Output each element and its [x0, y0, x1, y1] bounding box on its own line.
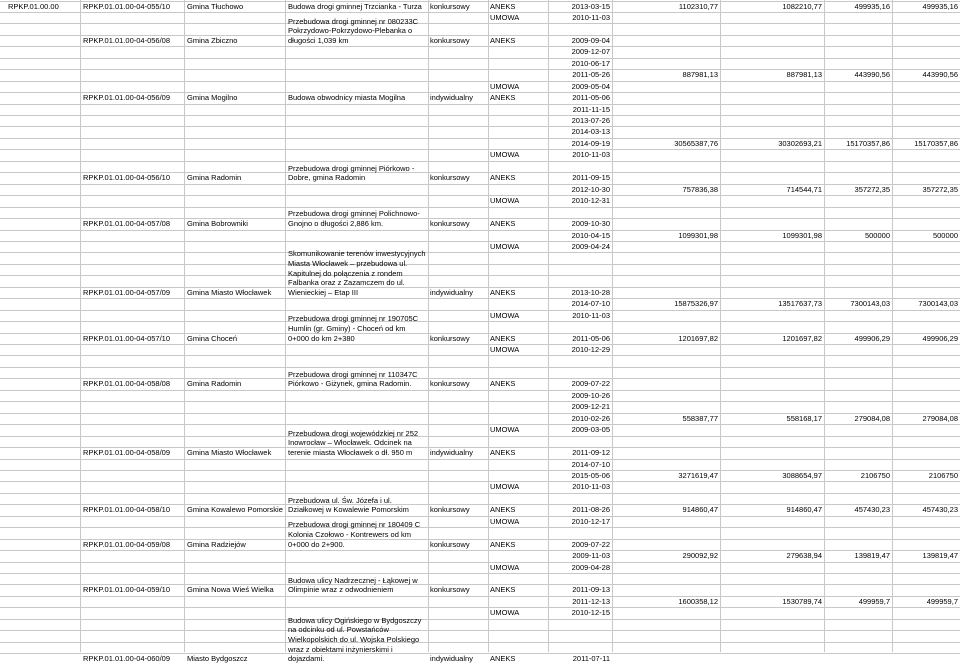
row-divider	[0, 58, 960, 59]
co-financing-value: 2106750	[860, 470, 890, 480]
contract-code: RPKP.01.01.00-04-058/09	[83, 448, 171, 458]
document-type: ANEKS	[490, 173, 516, 183]
eligible-value: 1530789,74	[782, 596, 822, 606]
document-date: 2009-12-21	[571, 402, 610, 412]
eligible-value: 30302693,21	[778, 138, 822, 148]
row-divider	[0, 619, 960, 620]
total-value: 1201697,82	[678, 333, 718, 343]
efrr-value: 457430,23	[922, 505, 958, 515]
efrr-value: 357272,35	[922, 184, 958, 194]
document-date: 2012-10-30	[571, 184, 610, 194]
column-divider	[184, 0, 185, 652]
eligible-value: 1099301,98	[782, 230, 822, 240]
row-divider	[0, 126, 960, 127]
total-value: 3271619,47	[678, 470, 718, 480]
eligible-value: 13517637,73	[778, 299, 822, 309]
document-date: 2010-11-03	[572, 150, 610, 160]
efrr-value: 139819,47	[922, 551, 958, 561]
document-date: 2010-06-17	[571, 58, 610, 68]
document-type: UMOWA	[490, 196, 520, 206]
row-divider	[0, 481, 960, 482]
record-id: RPKP.01.00.00	[8, 1, 59, 11]
document-date: 2010-04-15	[571, 230, 610, 240]
row-divider	[0, 642, 960, 643]
tender-mode: konkursowy	[430, 1, 470, 11]
document-date: 2009-03-05	[571, 425, 610, 435]
contract-code: RPKP.01.01.00-04-058/08	[83, 379, 171, 389]
document-type: UMOWA	[490, 562, 520, 572]
co-financing-value: 357272,35	[854, 184, 890, 194]
document-type: ANEKS	[490, 654, 516, 664]
beneficiary: Gmina Miasto Włocławek	[187, 448, 272, 458]
column-divider	[285, 0, 286, 652]
row-divider	[0, 424, 960, 425]
document-type: ANEKS	[490, 448, 516, 458]
beneficiary: Gmina Radomin	[187, 379, 242, 389]
document-date: 2011-05-06	[572, 93, 610, 103]
total-value: 15875326,97	[674, 299, 718, 309]
co-financing-value: 499906,29	[854, 333, 890, 343]
contract-code: RPKP.01.01.00-04-059/08	[83, 539, 171, 549]
document-date: 2009-12-07	[571, 47, 610, 57]
co-financing-value: 139819,47	[854, 551, 890, 561]
eligible-value: 1201697,82	[782, 333, 822, 343]
contract-code: RPKP.01.01.00-04-056/08	[83, 35, 171, 45]
document-date: 2010-11-03	[572, 310, 610, 320]
document-date: 2009-10-30	[571, 219, 610, 229]
document-type: UMOWA	[490, 425, 520, 435]
document-date: 2011-11-15	[572, 104, 610, 114]
document-date: 2009-07-22	[571, 379, 610, 389]
efrr-value: 499906,29	[922, 333, 958, 343]
document-date: 2011-05-06	[572, 333, 610, 343]
co-financing-value: 499935,16	[854, 1, 890, 11]
project-title: Przebudowa drogi gminnej Polichnowo-Gnojno o długości 2,886 km.	[288, 209, 420, 229]
eligible-value: 558168,17	[786, 413, 822, 423]
total-value: 914860,47	[682, 505, 718, 515]
document-date: 2013-07-26	[571, 116, 610, 125]
tender-mode: indywidualny	[430, 287, 473, 297]
tender-mode: konkursowy	[430, 219, 470, 229]
project-title: Budowa ulicy Ogińskiego w Bydgoszczy na odcinku od ul. Powstańców Wielkopolskich do ul. Wojska Polskiego wraz z obiektami inżynierskimi i dojazdami.	[288, 615, 422, 664]
beneficiary: Gmina Radziejów	[187, 539, 246, 549]
document-date: 2009-04-28	[571, 562, 610, 572]
row-divider	[0, 23, 960, 24]
beneficiary: Gmina Mogilno	[187, 93, 238, 103]
efrr-value: 7300143,03	[918, 299, 958, 309]
row-divider	[0, 264, 960, 265]
document-date: 2009-05-04	[571, 81, 610, 91]
row-divider	[0, 207, 960, 208]
row-divider	[0, 493, 960, 494]
row-divider	[0, 355, 960, 356]
document-date: 2014-07-10	[571, 459, 610, 469]
document-type: UMOWA	[490, 482, 520, 492]
row-divider	[0, 344, 960, 345]
eligible-value: 1082210,77	[782, 1, 822, 11]
row-divider	[0, 607, 960, 608]
tender-mode: konkursowy	[430, 585, 470, 595]
row-divider	[0, 436, 960, 437]
co-financing-value: 15170357,86	[846, 138, 890, 148]
document-type: UMOWA	[490, 608, 520, 618]
document-date: 2009-11-03	[572, 551, 610, 561]
row-divider	[0, 161, 960, 162]
tender-mode: konkursowy	[430, 539, 470, 549]
efrr-value: 443990,56	[922, 70, 958, 80]
row-divider	[0, 573, 960, 574]
document-type: ANEKS	[490, 35, 516, 45]
project-title: Przebudowa drogi wojewódzkiej nr 252 Inowrocław – Włocławek. Odcinek na terenie miasta Włocławek o dł. 950 m	[288, 428, 419, 458]
project-title: Budowa ulicy Nadrzecznej - Łąkowej w Olimpinie wraz z odwodnieniem	[288, 575, 418, 595]
document-type: ANEKS	[490, 539, 516, 549]
contract-code: RPKP.01.01.00-04-057/08	[83, 219, 171, 229]
row-divider	[0, 46, 960, 47]
document-type: UMOWA	[490, 241, 520, 251]
document-type: ANEKS	[490, 93, 516, 103]
tender-mode: konkursowy	[430, 379, 470, 389]
beneficiary: Gmina Bobrowniki	[187, 219, 248, 229]
tender-mode: konkursowy	[430, 333, 470, 343]
document-type: ANEKS	[490, 585, 516, 595]
document-date: 2013-03-15	[571, 1, 610, 11]
total-value: 887981,13	[682, 70, 718, 80]
document-type: UMOWA	[490, 516, 520, 526]
tender-mode: indywidualny	[430, 93, 473, 103]
document-type: UMOWA	[490, 150, 520, 160]
document-date: 2010-12-31	[571, 196, 610, 206]
document-type: UMOWA	[490, 310, 520, 320]
efrr-value: 279084,08	[922, 413, 958, 423]
row-divider	[0, 459, 960, 460]
document-date: 2009-10-26	[571, 390, 610, 400]
document-date: 2011-09-15	[572, 173, 610, 183]
total-value: 1102310,77	[678, 1, 718, 11]
document-type: UMOWA	[490, 81, 520, 91]
beneficiary: Gmina Zbiczno	[187, 35, 238, 45]
co-financing-value: 499959,7	[858, 596, 890, 606]
tender-mode: indywidualny	[430, 448, 473, 458]
document-date: 2010-11-03	[572, 482, 610, 492]
total-value: 1600358,12	[678, 596, 718, 606]
row-divider	[0, 527, 960, 528]
document-date: 2010-12-15	[571, 608, 610, 618]
document-type: ANEKS	[490, 287, 516, 297]
document-date: 2009-09-04	[571, 35, 610, 45]
row-divider	[0, 367, 960, 368]
document-type: ANEKS	[490, 505, 516, 515]
document-type: ANEKS	[490, 379, 516, 389]
project-title: Budowa drogi gminnej Trzcianka - Turza	[288, 1, 422, 11]
row-divider	[0, 241, 960, 242]
eligible-value: 279638,94	[786, 551, 822, 561]
document-date: 2011-05-26	[572, 70, 610, 80]
document-date: 2009-04-24	[571, 241, 610, 251]
document-type: UMOWA	[490, 345, 520, 354]
co-financing-value: 279084,08	[854, 413, 890, 423]
document-date: 2010-12-17	[571, 516, 610, 526]
row-divider	[0, 630, 960, 631]
document-date: 2010-12-29	[571, 345, 610, 354]
document-date: 2014-09-19	[571, 138, 610, 148]
eligible-value: 714544,71	[786, 184, 822, 194]
row-divider	[0, 149, 960, 150]
column-divider	[488, 0, 489, 652]
tender-mode: konkursowy	[430, 173, 470, 183]
beneficiary: Gmina Radomin	[187, 173, 242, 183]
project-title: Przebudowa ul. Św. Józefa i ul. Działkowej w Kowalewie Pomorskim	[288, 495, 409, 515]
eligible-value: 914860,47	[786, 505, 822, 515]
co-financing-value: 500000	[864, 230, 890, 240]
project-title: Przebudowa drogi gminnej nr 110347C Piórkowo - Giżynek, gmina Radomin.	[288, 369, 418, 389]
contract-code: RPKP.01.01.00-04-059/10	[83, 585, 171, 595]
contract-code: RPKP.01.01.00-04-058/10	[83, 505, 171, 515]
document-type: ANEKS	[490, 1, 516, 11]
beneficiary: Gmina Miasto Włocławek	[187, 287, 272, 297]
column-divider	[428, 0, 429, 652]
document-type: ANEKS	[490, 333, 516, 343]
row-divider	[0, 81, 960, 82]
project-title: Przebudowa drogi gminnej nr 080233C Pokrzydowo-Pokrzydowo-Plebanka o długości 1,039 km	[288, 16, 419, 45]
beneficiary: Gmina Choceń	[187, 333, 238, 343]
row-divider	[0, 321, 960, 322]
eligible-value: 887981,13	[786, 70, 822, 80]
total-value: 30565387,76	[674, 138, 718, 148]
row-divider	[0, 390, 960, 391]
document-date: 2011-09-12	[572, 448, 610, 458]
tender-mode: konkursowy	[430, 505, 470, 515]
beneficiary: Gmina Kowalewo Pomorskie	[187, 505, 283, 515]
efrr-value: 15170357,86	[914, 138, 958, 148]
contract-code: RPKP.01.01.00-04-056/09	[83, 93, 171, 103]
document-date: 2015-05-06	[571, 470, 610, 480]
beneficiary: Gmina Nowa Wieś Wielka	[187, 585, 274, 595]
contract-code: RPKP.01.01.00-04-056/10	[83, 173, 171, 183]
efrr-value: 500000	[932, 230, 958, 240]
efrr-value: 2106750	[928, 470, 958, 480]
project-title: Przebudowa drogi gminnej nr 190705C Humlin (gr. Gminy) - Choceń od km 0+000 do km 2+380	[288, 314, 419, 343]
beneficiary: Gmina Tłuchowo	[187, 1, 244, 11]
project-title: Przebudowa drogi gminnej Piórkowo - Dobre, gmina Radomin	[288, 163, 415, 183]
document-date: 2014-03-13	[571, 127, 610, 137]
total-value: 757836,38	[682, 184, 718, 194]
contract-code: RPKP.01.01.00-04-060/09	[83, 654, 171, 664]
beneficiary: Miasto Bydgoszcz	[187, 654, 248, 664]
total-value: 290092,92	[682, 551, 718, 561]
document-date: 2011-12-13	[572, 596, 610, 606]
document-type: ANEKS	[490, 219, 516, 229]
document-date: 2010-02-26	[571, 413, 610, 423]
tender-mode: konkursowy	[430, 35, 470, 45]
contract-code: RPKP.01.01.00-04-057/09	[83, 287, 171, 297]
eligible-value: 3088654,97	[782, 470, 822, 480]
document-date: 2013-10-28	[571, 287, 610, 297]
column-divider	[80, 0, 81, 652]
document-date: 2011-08-26	[572, 505, 610, 515]
row-divider	[0, 401, 960, 402]
row-divider	[0, 310, 960, 311]
co-financing-value: 7300143,03	[850, 299, 890, 309]
efrr-value: 499935,16	[922, 1, 958, 11]
row-divider	[0, 104, 960, 105]
project-title: Budowa obwodnicy miasta Mogilna	[288, 93, 406, 103]
row-divider	[0, 12, 960, 13]
efrr-value: 499959,7	[926, 596, 958, 606]
project-title: Skomunikowanie terenów inwestycyjnych Miasta Włocławek – przebudowa ul. Kapitulnej do połączenia z rondem Falbanka oraz z Zazamczem do ul. Wienieckiej – Etap III	[288, 249, 426, 297]
document-type: UMOWA	[490, 12, 520, 22]
document-date: 2009-07-22	[571, 539, 610, 549]
row-divider	[0, 252, 960, 253]
document-date: 2011-07-11	[572, 654, 610, 664]
project-title: Przebudowa drogi gminnej nr 180409 C Kolonia Czołowo - Kontrewers od km 0+000 do 2+900.	[288, 520, 421, 549]
total-value: 558387,77	[682, 413, 718, 423]
document-date: 2011-09-13	[572, 585, 610, 595]
co-financing-value: 443990,56	[854, 70, 890, 80]
row-divider	[0, 516, 960, 517]
contract-code: RPKP.01.01.00-04-055/10	[83, 1, 171, 11]
document-date: 2014-07-10	[571, 299, 610, 309]
row-divider	[0, 115, 960, 116]
row-divider	[0, 562, 960, 563]
document-date: 2010-11-03	[572, 12, 610, 22]
row-divider	[0, 275, 960, 276]
co-financing-value: 457430,23	[854, 505, 890, 515]
tender-mode: indywidualny	[430, 654, 473, 664]
contract-code: RPKP.01.01.00-04-057/10	[83, 333, 171, 343]
row-divider	[0, 195, 960, 196]
total-value: 1099301,98	[678, 230, 718, 240]
